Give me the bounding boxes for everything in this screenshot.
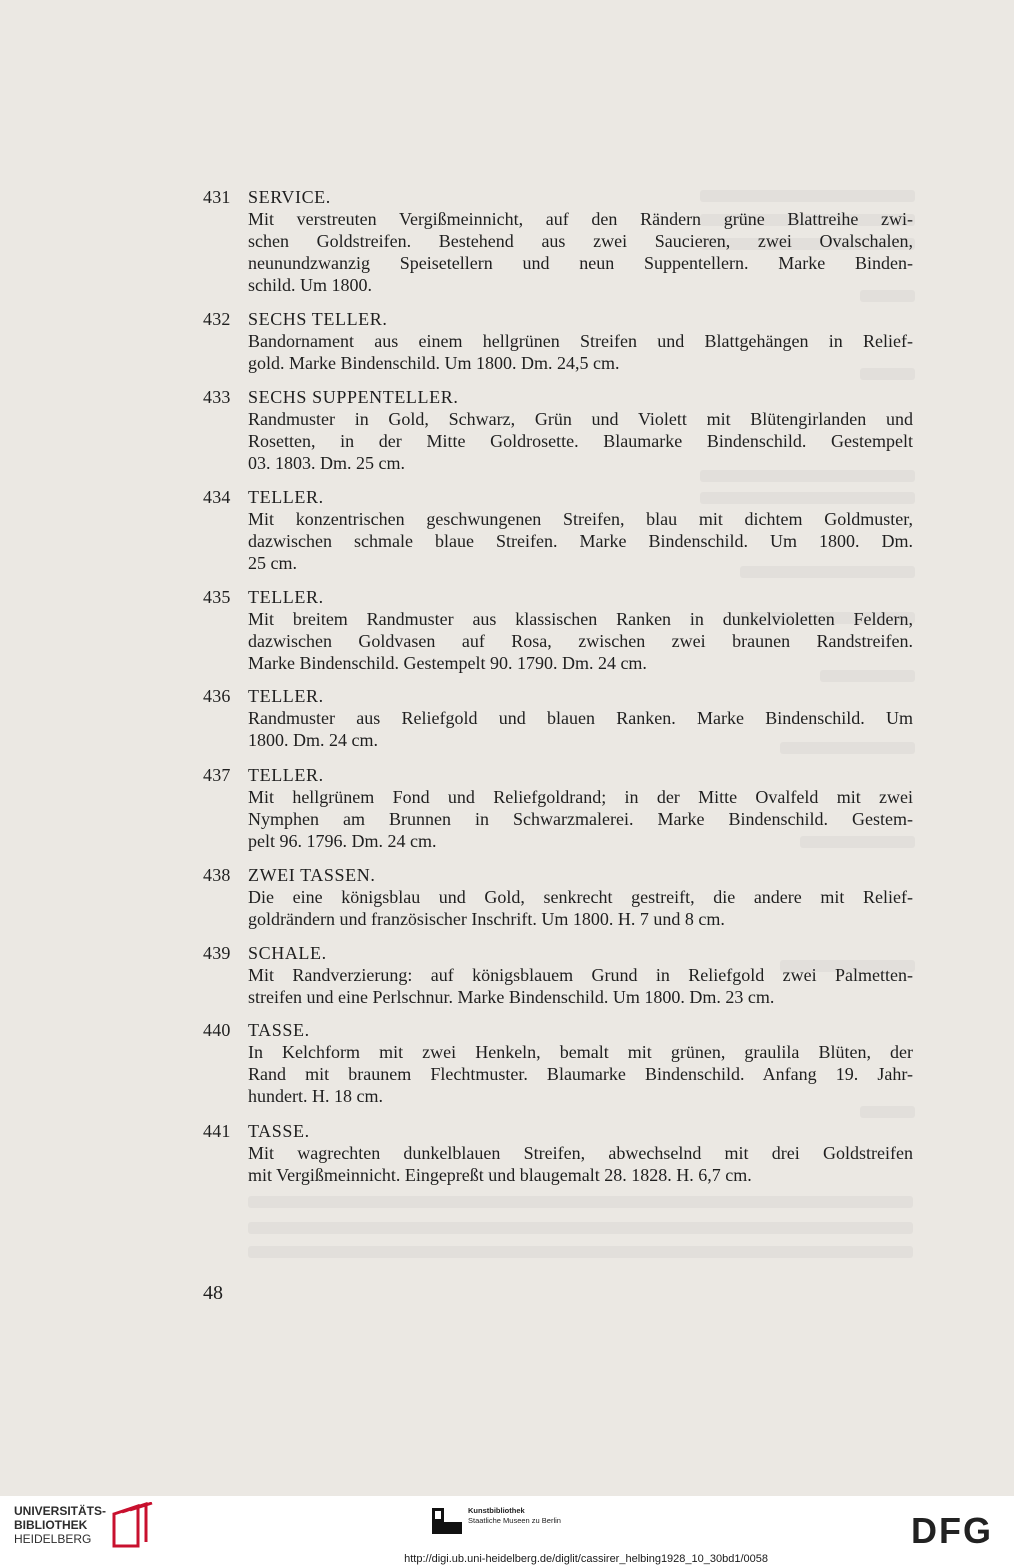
entry-number: 436 (203, 686, 231, 706)
text-line: Randmuster aus Reliefgold und blauen Ranken. Marke Bindenschild. Um (248, 708, 913, 728)
entry-description (248, 964, 913, 1008)
text-line: Marke Bindenschild. Gestempelt 90. 1790. Dm. 24 cm. (248, 653, 647, 673)
entry-number: 433 (203, 387, 231, 407)
entry-description (248, 330, 913, 374)
text-line: Mit Randverzierung: auf königsblauem Grund in Reliefgold zwei Palmetten- (248, 965, 913, 985)
entry-number: 435 (203, 587, 231, 607)
entry-title: TELLER. (248, 487, 324, 507)
text-line: Mit konzentrischen geschwungenen Streifen, blau mit dichtem Goldmuster, (248, 509, 913, 529)
entry-number: 431 (203, 187, 231, 207)
ub-emblem-icon (108, 1502, 154, 1550)
entry-description (248, 786, 913, 852)
entry-title: TELLER. (248, 686, 324, 706)
entry-number: 437 (203, 765, 231, 785)
text-line: Mit verstreuten Vergißmeinnicht, auf den Rändern grüne Blattreihe zwi- (248, 209, 913, 229)
text-line: Nymphen am Brunnen in Schwarzmalerei. Marke Bindenschild. Gestem- (248, 809, 913, 829)
ub-line-1: UNIVERSITÄTS- (14, 1504, 107, 1518)
text-line: Rand mit braunem Flechtmuster. Blaumarke Bindenschild. Anfang 19. Jahr- (248, 1064, 913, 1084)
entry-title: ZWEI TASSEN. (248, 865, 376, 885)
entry-title: TASSE. (248, 1020, 310, 1040)
entry-title: SECHS TELLER. (248, 309, 388, 329)
entry-number: 432 (203, 309, 231, 329)
kunstbibliothek-emblem-icon (432, 1508, 462, 1534)
entry-description (248, 608, 913, 674)
text-line: Mit breitem Randmuster aus klassischen Ranken in dunkelvioletten Feldern, (248, 609, 913, 629)
entry-number: 434 (203, 487, 231, 507)
entry-number: 441 (203, 1121, 231, 1141)
text-line: In Kelchform mit zwei Henkeln, bemalt mit grünen, graulila Blüten, der (248, 1042, 913, 1062)
entry-number: 439 (203, 943, 231, 963)
entry-title: TELLER. (248, 587, 324, 607)
entry-description (248, 886, 913, 930)
entry-number: 438 (203, 865, 231, 885)
text-line: Mit hellgrünem Fond und Reliefgoldrand; in der Mitte Ovalfeld mit zwei (248, 787, 913, 807)
entry-description (248, 508, 913, 574)
dfg-logo[interactable] (902, 1512, 1002, 1548)
entry-title: TELLER. (248, 765, 324, 785)
text-line: dazwischen schmale blaue Streifen. Marke Bindenschild. Um 1800. Dm. (248, 531, 913, 551)
kb-line-1: Kunstbibliothek (468, 1506, 525, 1515)
kunstbibliothek-logo[interactable] (432, 1506, 602, 1540)
entry-title: TASSE. (248, 1121, 310, 1141)
text-line: Mit wagrechten dunkelblauen Streifen, abwechselnd mit drei Goldstreifen (248, 1143, 913, 1163)
ub-line-2: BIBLIOTHEK (14, 1518, 88, 1532)
text-line: goldrändern und französischer Inschrift. Um 1800. H. 7 und 8 cm. (248, 909, 725, 929)
dfg-logo-text: DFG (911, 1512, 993, 1548)
text-line: neunundzwanzig Speisetellern und neun Suppentellern. Marke Binden- (248, 253, 913, 273)
ub-logo-text (14, 1504, 106, 1546)
entry-title: SECHS SUPPENTELLER. (248, 387, 459, 407)
text-line: pelt 96. 1796. Dm. 24 cm. (248, 831, 437, 851)
text-line: dazwischen Goldvasen auf Rosa, zwischen zwei braunen Randstreifen. (248, 631, 913, 651)
entry-description (248, 408, 913, 474)
kb-line-2: Staatliche Museen zu Berlin (468, 1516, 561, 1525)
permalink-text[interactable]: http://digi.ub.uni-heidelberg.de/diglit/cassirer_helbing1928_10_30bd1/0058 (404, 1553, 768, 1565)
text-line: schild. Um 1800. (248, 275, 372, 295)
entry-description (248, 1142, 913, 1186)
text-line: Die eine königsblau und Gold, senkrecht gestreift, die andere mit Relief- (248, 887, 913, 907)
text-line: 03. 1803. Dm. 25 cm. (248, 453, 405, 473)
ub-line-3: HEIDELBERG (14, 1532, 92, 1546)
text-line: gold. Marke Bindenschild. Um 1800. Dm. 24,5 cm. (248, 353, 620, 373)
text-line: 1800. Dm. 24 cm. (248, 730, 378, 750)
text-line: Randmuster in Gold, Schwarz, Grün und Violett mit Blütengirlanden und (248, 409, 913, 429)
text-line: mit Vergißmeinnicht. Eingepreßt und blaugemalt 28. 1828. H. 6,7 cm. (248, 1165, 752, 1185)
ub-heidelberg-logo[interactable] (14, 1504, 164, 1554)
text-line: streifen und eine Perlschnur. Marke Bindenschild. Um 1800. Dm. 23 cm. (248, 987, 775, 1007)
entry-description (248, 707, 913, 751)
text-line: schen Goldstreifen. Bestehend aus zwei Saucieren, zwei Ovalschalen, (248, 231, 913, 251)
kunstbibliothek-text (468, 1506, 561, 1526)
entry-description (248, 208, 913, 296)
page-number: 48 (203, 1282, 223, 1304)
text-line: Bandornament aus einem hellgrünen Streifen und Blattgehängen in Relief- (248, 331, 913, 351)
entry-title: SCHALE. (248, 943, 327, 963)
text-line: Rosetten, in der Mitte Goldrosette. Blaumarke Bindenschild. Gestempelt (248, 431, 913, 451)
entry-number: 440 (203, 1020, 231, 1040)
entry-title: SERVICE. (248, 187, 331, 207)
entry-description (248, 1041, 913, 1107)
text-line: hundert. H. 18 cm. (248, 1086, 383, 1106)
text-line: 25 cm. (248, 553, 297, 573)
